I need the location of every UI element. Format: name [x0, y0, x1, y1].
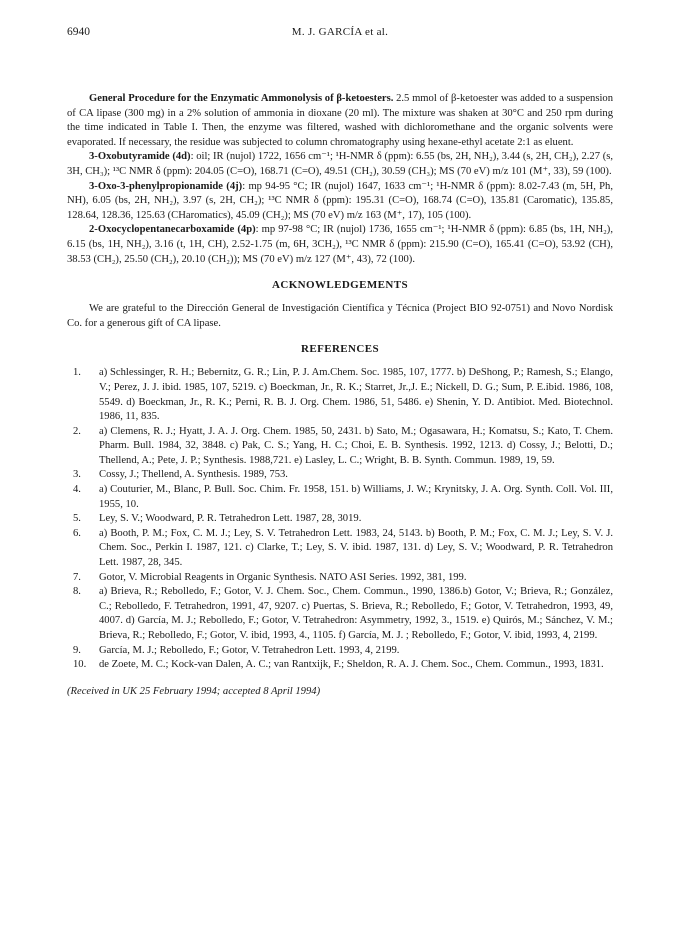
reference-number: 10.: [73, 659, 87, 671]
reference-text: a) Couturier, M., Blanc, P. Bull. Soc. Chim. Fr. 1958, 151. b) Williams, J. W.; Krynitsky, J. A. Org. Synth. Coll. Vol. III, 1955, 10.: [99, 484, 613, 510]
reference-text: Ley, S. V.; Woodward, P. R. Tetrahedron Lett. 1987, 28, 3019.: [99, 513, 362, 525]
acknowledgements-title: ACKNOWLEDGEMENTS: [272, 279, 408, 292]
procedure-text: 2.5 mmol of β-ketoester was added to a suspension of CA lipase (300 mg) in a 2% solution of ammonia in dioxane (20 ml). The mixture was shaken at 30°C and 250 rpm during the time indicated in Table I. Then, the enzyme was filtered, washed with dichloromethane and the organic solvents were evaporated. If necessary, the residue was subjected to column chromatography using hexane-ethyl acetate 2:1 as eluent.: [67, 93, 613, 148]
reference-number: 7.: [73, 571, 81, 583]
reference-item: [67, 425, 613, 469]
reference-item: [67, 512, 613, 527]
reference-number: 5.: [73, 513, 81, 525]
page-number: 6940: [67, 26, 90, 38]
reference-number: 8.: [73, 586, 81, 598]
compound-paragraph: [67, 150, 613, 179]
references-title: REFERENCES: [301, 343, 379, 356]
article-body: [67, 92, 613, 699]
reference-item: [67, 483, 613, 512]
running-head: M. J. GARCÍA et al.: [291, 26, 389, 38]
reference-number: 2.: [73, 425, 81, 437]
reference-text: a) Schlessinger, R. H.; Bebernitz, G. R.; Lin, P. J. Am.Chem. Soc. 1985, 107, 1777. b) DeShong, P.; Ramesh, S.; Elango, V.; Perez, J. J. ibid. 1985, 107, 5219. c) Boeckman, Jr., R. K.; Starret, Jr.,J. E.; Nickell, D. G.; Sum, P. E.ibid. 1986, 108, 5549. d) Boeckman, Jr., R. K.; Perni, R. B. J. Org. Chem. 1986, 51, 5486. e) Shenin, Y. D. Antibiot. Med. Biotechnol. 1986, 11, 835.: [99, 367, 613, 423]
compound-data: : mp 94-95 °C; IR (nujol) 1647, 1633 cm⁻¹; ¹H-NMR δ (ppm): 8.02-7.43 (m, 5H, Ph, NH), 6.05 (bs, 2H, NH₂), 3.97 (s, 2H, CH₂); ¹³C NMR δ (ppm): 195.31 (C=O), 168.74 (C=O), 135.81 (Caromatic), 135.85, 128.64, 128.36, 125.63 (CHaromatics), 45.09 (CH₂); MS (70 eV) m/z 163 (M⁺, 17), 105 (100).: [67, 180, 613, 221]
compound-paragraph: [67, 223, 613, 267]
reference-text: Cossy, J.; Thellend, A. Synthesis. 1989, 753.: [99, 469, 288, 481]
reference-number: 1.: [73, 367, 81, 379]
reference-item: [67, 468, 613, 483]
reference-item: [67, 585, 613, 643]
reference-list: [67, 366, 613, 672]
compound-data: : oil; IR (nujol) 1722, 1656 cm⁻¹; ¹H-NMR δ (ppm): 6.55 (bs, 2H, NH₂), 3.44 (s, 2H, CH₂), 2.27 (s, 3H, CH₃); ¹³C NMR δ (ppm): 204.05 (C=O), 168.71 (C=O), 49.51 (CH₂), 30.59 (CH₃); MS (70 eV) m/z 101 (M⁺, 33), 59 (100).: [67, 151, 613, 177]
procedure-heading: General Procedure for the Enzymatic Ammonolysis of β-ketoesters.: [89, 93, 394, 104]
page-header: [67, 26, 613, 46]
compound-name: 3-Oxobutyramide (4d): [89, 151, 191, 163]
reference-item: [67, 527, 613, 571]
reference-item: [67, 644, 613, 659]
compound-paragraph: [67, 180, 613, 224]
compound-data: : mp 97-98 °C; IR (nujol) 1736, 1655 cm⁻¹; ¹H-NMR δ (ppm): 6.85 (bs, 1H, NH₂), 6.15 (bs, 1H, NH₂), 3.16 (t, 1H, CH), 2.52-1.75 (m, 6H, 3CH₂), ¹³C NMR δ (ppm): 215.90 (C=O), 165.41 (C=O), 53.92 (CH), 38.53 (CH₂), 25.50 (CH₂), 20.10 (CH₂)); MS (70 eV) m/z 127 (M⁺, 43), 72 (100).: [67, 224, 613, 265]
reference-text: de Zoete, M. C.; Kock-van Dalen, A. C.; van Rantxijk, F.; Sheldon, R. A. J. Chem. Soc., Chem. Commun., 1993, 1831.: [99, 659, 604, 671]
received-note: (Received in UK 25 February 1994; accepted 8 April 1994): [67, 685, 321, 697]
reference-text: a) Brieva, R.; Rebolledo, F.; Gotor, V. J. Chem. Soc., Chem. Commun., 1990, 1386.b) Gotor, V.; Brieva, R.; González, C.; Rebolledo, F. Tetrahedron, 1991, 47, 9207. c) Puertas, S. Brieva, R.; Rebolledo, F.; Gotor, V. Tetrahedron, 1993, 49, 4007. d) García, M. J.; Rebolledo, F.; Gotor, V. Tetrahedron: Asymmetry, 1992, 3., 1519. e) Quirós, M.; Sánchez, V. M.; Brieva, R.; Rebolledo, F.; Gotor, V. ibid, 1993, 4., 1105. f) García, M. J. ; Rebolledo, F.; Gotor, V. ibid, 1993, 4, 2199.: [99, 586, 613, 641]
reference-number: 9.: [73, 644, 81, 656]
compound-name: 2-Oxocyclopentanecarboxamide (4p): [89, 224, 256, 236]
reference-text: a) Booth, P. M.; Fox, C. M. J.; Ley, S. V. Tetrahedron Lett. 1983, 24, 5143. b) Booth, P. M.; Fox, C. M. J.; Ley, S. V. J. Chem. Soc., Perkin I. 1987, 121. c) Clarke, T.; Ley, S. V. ibid. 1987, 131. d) Ley, S. V.; Woodward, P. R. Tetrahedron Lett. 1987, 28, 345.: [99, 527, 613, 569]
reference-item: [67, 571, 613, 586]
reference-number: 6.: [73, 527, 81, 539]
reference-text: Gotor, V. Microbial Reagents in Organic Synthesis. NATO ASI Series. 1992, 381, 199.: [99, 571, 467, 583]
reference-number: 4.: [73, 484, 81, 496]
acknowledgements-text: We are grateful to the Dirección General de Investigación Científica y Técnica (Project BIO 92-0751) and Novo Nordisk Co. for a generous gift of CA lipase.: [67, 303, 613, 329]
reference-number: 3.: [73, 469, 81, 481]
compound-name: 3-Oxo-3-phenylpropionamide (4j): [89, 180, 243, 192]
procedure-paragraph: [67, 92, 613, 150]
reference-text: a) Clemens, R. J.; Hyatt, J. A. J. Org. Chem. 1985, 50, 2431. b) Sato, M.; Ogasawara, H.; Komatsu, S.; Kato, T. Chem. Pharm. Bull. 1984, 32, 3848. c) Pak, C. S.; Yang, H. C.; Choi, E. B. Synthesis. 1992, 1213. d) Cossy, J.; Belotti, D.; Thellend, A.; Pete, J. P.; Synthesis. 1988,721. e) Lasley, L. C.; Wright, B. B. Synth. Commun. 1989, 19, 59.: [99, 425, 613, 466]
reference-item: [67, 658, 613, 673]
reference-text: García, M. J.; Rebolledo, F.; Gotor, V. Tetrahedron Lett. 1993, 4, 2199.: [99, 644, 400, 656]
reference-item: [67, 366, 613, 424]
